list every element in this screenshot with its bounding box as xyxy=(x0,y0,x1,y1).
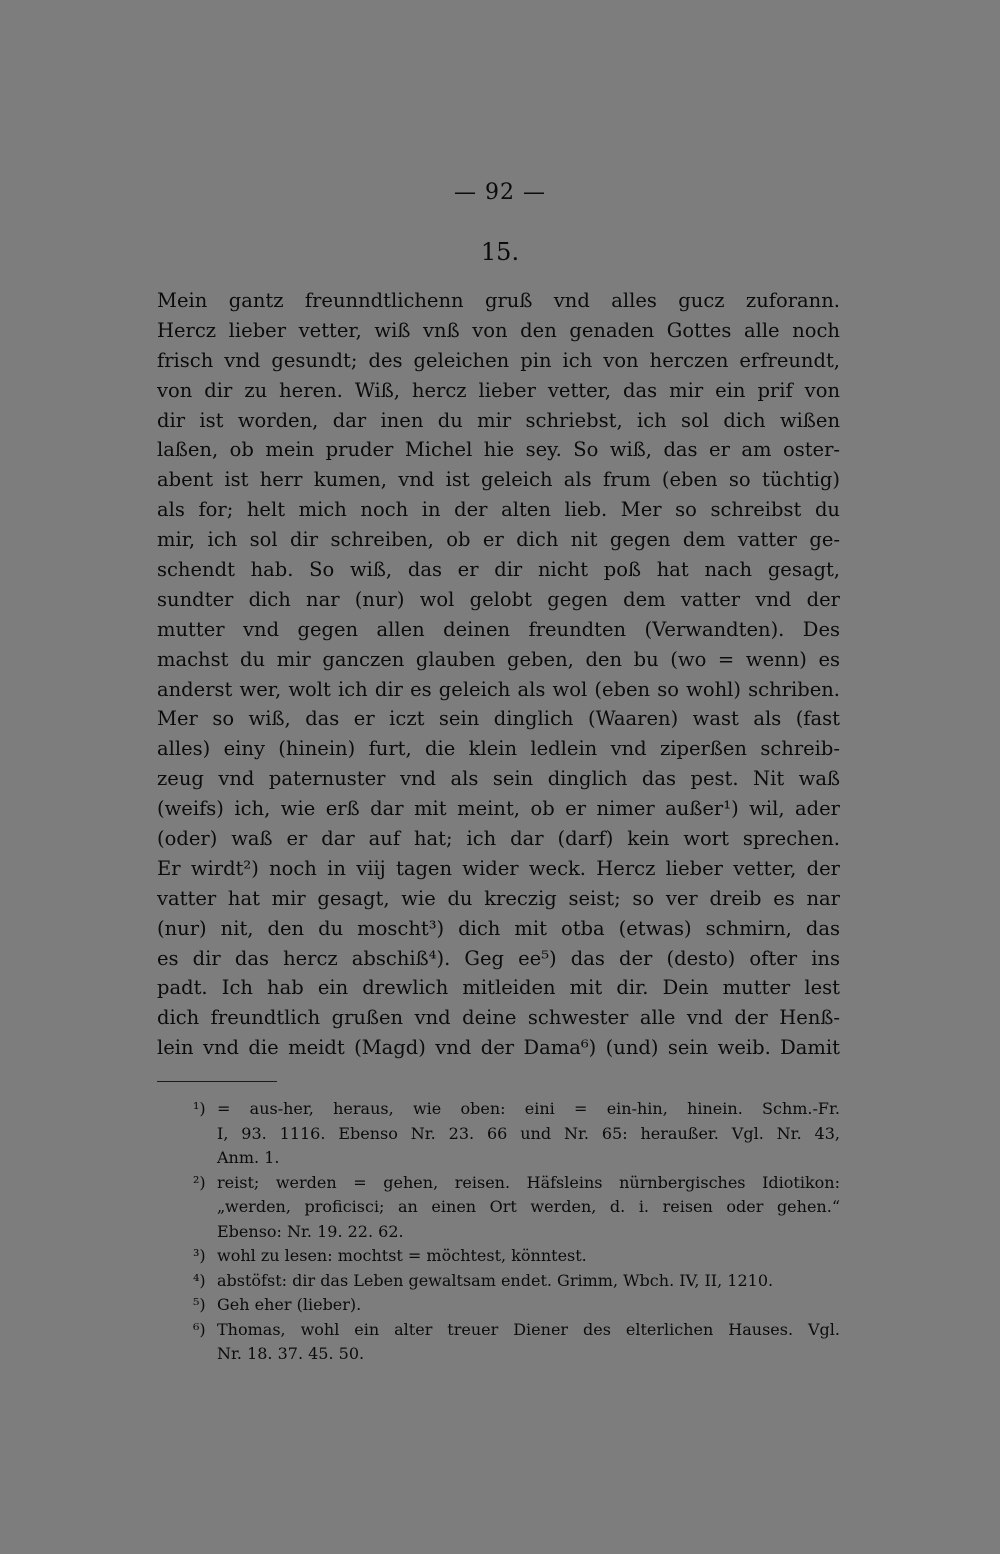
footnote-line: Thomas, wohl ein alter treuer Diener des elterlichen Hauses. Vgl. xyxy=(217,1319,840,1339)
footnote-3 xyxy=(157,1244,840,1269)
letter-body xyxy=(157,286,840,1063)
body-line: machst du mir ganczen glauben geben, den bu (wo = wenn) es xyxy=(157,647,840,671)
page-number: — 92 — xyxy=(454,180,546,205)
footnote-mark: ⁴) xyxy=(193,1270,206,1290)
footnote-line: I, 93. 1116. Ebenso Nr. 23. 66 und Nr. 65: heraußer. Vgl. Nr. 43, xyxy=(217,1123,840,1143)
footnote-mark: ¹) xyxy=(193,1099,206,1118)
body-line: (weifs) ich, wie erß dar mit meint, ob er nimer außer¹) wil, ader xyxy=(157,797,840,821)
footnote-mark: ⁵) xyxy=(193,1295,206,1314)
body-line: abent ist herr kumen, vnd ist geleich als frum (eben so tüchtig) xyxy=(157,468,840,492)
body-line: alles) einy (hinein) furt, die klein ledlein vnd ziperßen schreib- xyxy=(157,737,840,761)
body-line: es dir das hercz abschiß⁴). Geg ee⁵) das der (desto) ofter ins xyxy=(157,946,840,970)
footnotes xyxy=(157,1097,840,1367)
footnote-1 xyxy=(157,1097,840,1171)
body-line: schendt hab. So wiß, das er dir nicht poß hat nach gesagt, xyxy=(157,558,840,582)
body-line: anderst wer, wolt ich dir es geleich als wol (eben so wohl) schriben. xyxy=(157,677,840,701)
body-line: dich freundtlich grußen vnd deine schwester alle vnd der Henß- xyxy=(157,1006,840,1030)
body-line: padt. Ich hab ein drewlich mitleiden mit dir. Dein mutter lest xyxy=(157,976,840,1000)
body-line: als for; helt mich noch in der alten lieb. Mer so schreibst du xyxy=(157,498,840,522)
footnote-mark: ³) xyxy=(193,1246,206,1265)
footnote-line: Nr. 18. 37. 45. 50. xyxy=(217,1344,365,1363)
footnote-4 xyxy=(157,1269,840,1294)
letter-number: 15. xyxy=(480,238,520,266)
body-line: Mer so wiß, das er iczt sein dinglich (Waaren) wast als (fast xyxy=(157,707,840,731)
body-line: dir ist worden, dar inen du mir schriebst, ich sol dich wißen xyxy=(157,408,840,432)
footnote-line: abstöfst: dir das Leben gewaltsam endet. Grimm, Wbch. IV, II, 1210. xyxy=(217,1270,774,1290)
body-line: mutter vnd gegen allen deinen freundten (Verwandten). Des xyxy=(157,617,840,641)
body-line: Er wirdt²) noch in viij tagen wider weck. Hercz lieber vetter, der xyxy=(157,856,840,880)
body-line: vatter hat mir gesagt, wie du kreczig seist; so ver dreib es nar xyxy=(157,886,840,910)
body-line: (oder) waß er dar auf hat; ich dar (darf) kein wort sprechen. xyxy=(157,827,840,851)
footnote-6 xyxy=(157,1318,840,1367)
body-line: laßen, ob mein pruder Michel hie sey. So wiß, das er am oster- xyxy=(157,438,840,462)
body-line: mir, ich sol dir schreiben, ob er dich nit gegen dem vatter ge- xyxy=(157,528,840,552)
footnote-line: = aus-her, heraus, wie oben: eini = ein-hin, hinein. Schm.-Fr. xyxy=(217,1099,840,1118)
footnote-line: Anm. 1. xyxy=(217,1148,280,1167)
body-line: sundter dich nar (nur) wol gelobt gegen dem vatter vnd der xyxy=(157,587,840,611)
footnote-divider xyxy=(157,1081,277,1082)
footnote-line: Geh eher (lieber). xyxy=(217,1295,362,1314)
footnote-mark: ⁶) xyxy=(193,1319,206,1339)
body-line: Mein gantz freunndtlichenn gruß vnd alles gucz zuforann. xyxy=(157,289,840,312)
body-line: Hercz lieber vetter, wiß vnß von den genaden Gottes alle noch xyxy=(157,318,840,342)
footnote-line: reist; werden = gehen, reisen. Häfsleins nürnbergisches Idiotikon: xyxy=(217,1172,840,1192)
body-line: lein vnd die meidt (Magd) vnd der Dama⁶) (und) sein weib. Damit xyxy=(157,1036,840,1060)
body-line: (nur) nit, den du moscht³) dich mit otba (etwas) schmirn, das xyxy=(157,916,840,940)
footnote-2 xyxy=(157,1171,840,1245)
footnote-mark: ²) xyxy=(193,1172,206,1192)
body-line: von dir zu heren. Wiß, hercz lieber vetter, das mir ein prif von xyxy=(157,378,840,402)
footnote-line: „werden, proficisci; an einen Ort werden, d. i. reisen oder gehen.“ xyxy=(217,1197,840,1216)
body-line: frisch vnd gesundt; des geleichen pin ich von herczen erfreundt, xyxy=(157,348,840,372)
body-line: zeug vnd paternuster vnd als sein dinglich das pest. Nit waß xyxy=(157,767,840,791)
footnote-line: wohl zu lesen: mochtst = möchtest, könntest. xyxy=(217,1246,587,1265)
footnote-5 xyxy=(157,1293,840,1318)
footnote-line: Ebenso: Nr. 19. 22. 62. xyxy=(217,1221,404,1241)
